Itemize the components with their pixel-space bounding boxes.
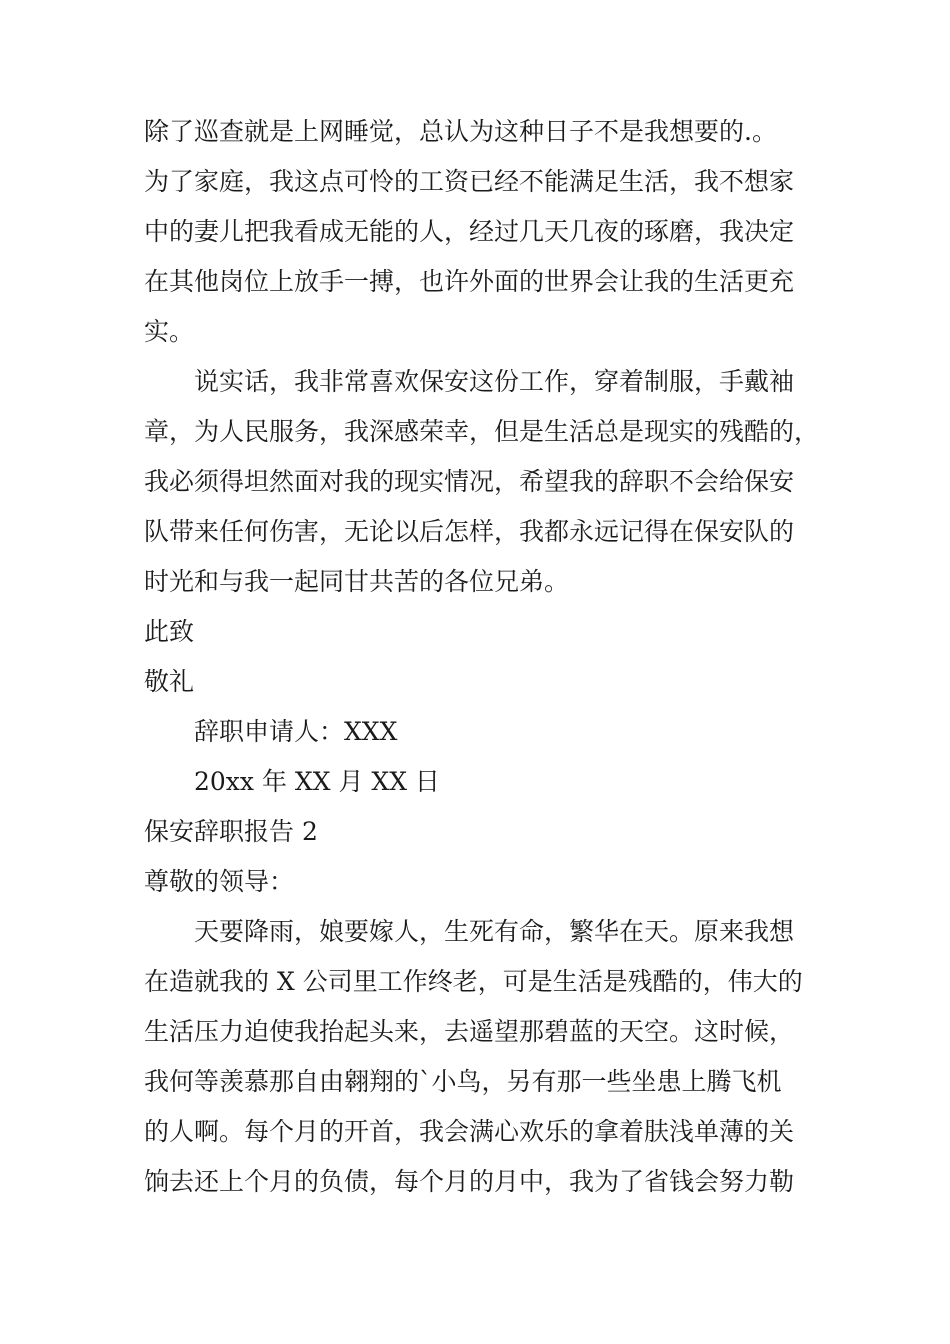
paragraph-line: 说实话，我非常喜欢保安这份工作，穿着制服，手戴袖 xyxy=(194,367,795,396)
closing-regards: 敬礼 xyxy=(144,667,195,696)
paragraph-line: 为了家庭，我这点可怜的工资已经不能满足生活，我不想家 xyxy=(144,167,795,196)
paragraph-line: 章，为人民服务，我深感荣幸，但是生活总是现实的残酷的， xyxy=(144,417,820,446)
paragraph-line: 我必须得坦然面对我的现实情况，希望我的辞职不会给保安 xyxy=(144,467,795,496)
paragraph-line: 天要降雨，娘要嫁人，生死有命，繁华在天。原来我想 xyxy=(194,917,795,946)
paragraph-line: 在造就我的 X 公司里工作终老，可是生活是残酷的，伟大的 xyxy=(144,967,803,996)
paragraph-line: 时光和与我一起同甘共苦的各位兄弟。 xyxy=(144,567,570,596)
paragraph-line: 我何等羡慕那自由翱翔的`小鸟，另有那一些坐患上腾飞机 xyxy=(144,1067,782,1096)
paragraph-line: 的人啊。每个月的开首，我会满心欢乐的拿着肤浅单薄的关 xyxy=(144,1117,795,1146)
paragraph-line: 饷去还上个月的负债，每个月的月中，我为了省钱会努力勒 xyxy=(144,1167,795,1196)
closing-salutation: 此致 xyxy=(144,617,195,646)
paragraph-line: 除了巡查就是上网睡觉，总认为这种日子不是我想要的.。 xyxy=(144,117,777,146)
paragraph-line: 中的妻儿把我看成无能的人，经过几天几夜的琢磨，我决定 xyxy=(144,217,795,246)
paragraph-line: 实。 xyxy=(144,317,195,346)
paragraph-line: 生活压力迫使我抬起头来，去遥望那碧蓝的天空。这时候， xyxy=(144,1017,795,1046)
paragraph-line: 在其他岗位上放手一搏，也许外面的世界会让我的生活更充 xyxy=(144,267,795,296)
paragraph-line: 队带来任何伤害，无论以后怎样，我都永远记得在保安队的 xyxy=(144,517,795,546)
greeting: 尊敬的领导： xyxy=(144,867,295,896)
section-title: 保安辞职报告 2 xyxy=(144,817,318,846)
signature-date: 20xx 年 XX 月 XX 日 xyxy=(194,767,440,796)
signature-applicant: 辞职申请人：XXX xyxy=(194,717,398,746)
